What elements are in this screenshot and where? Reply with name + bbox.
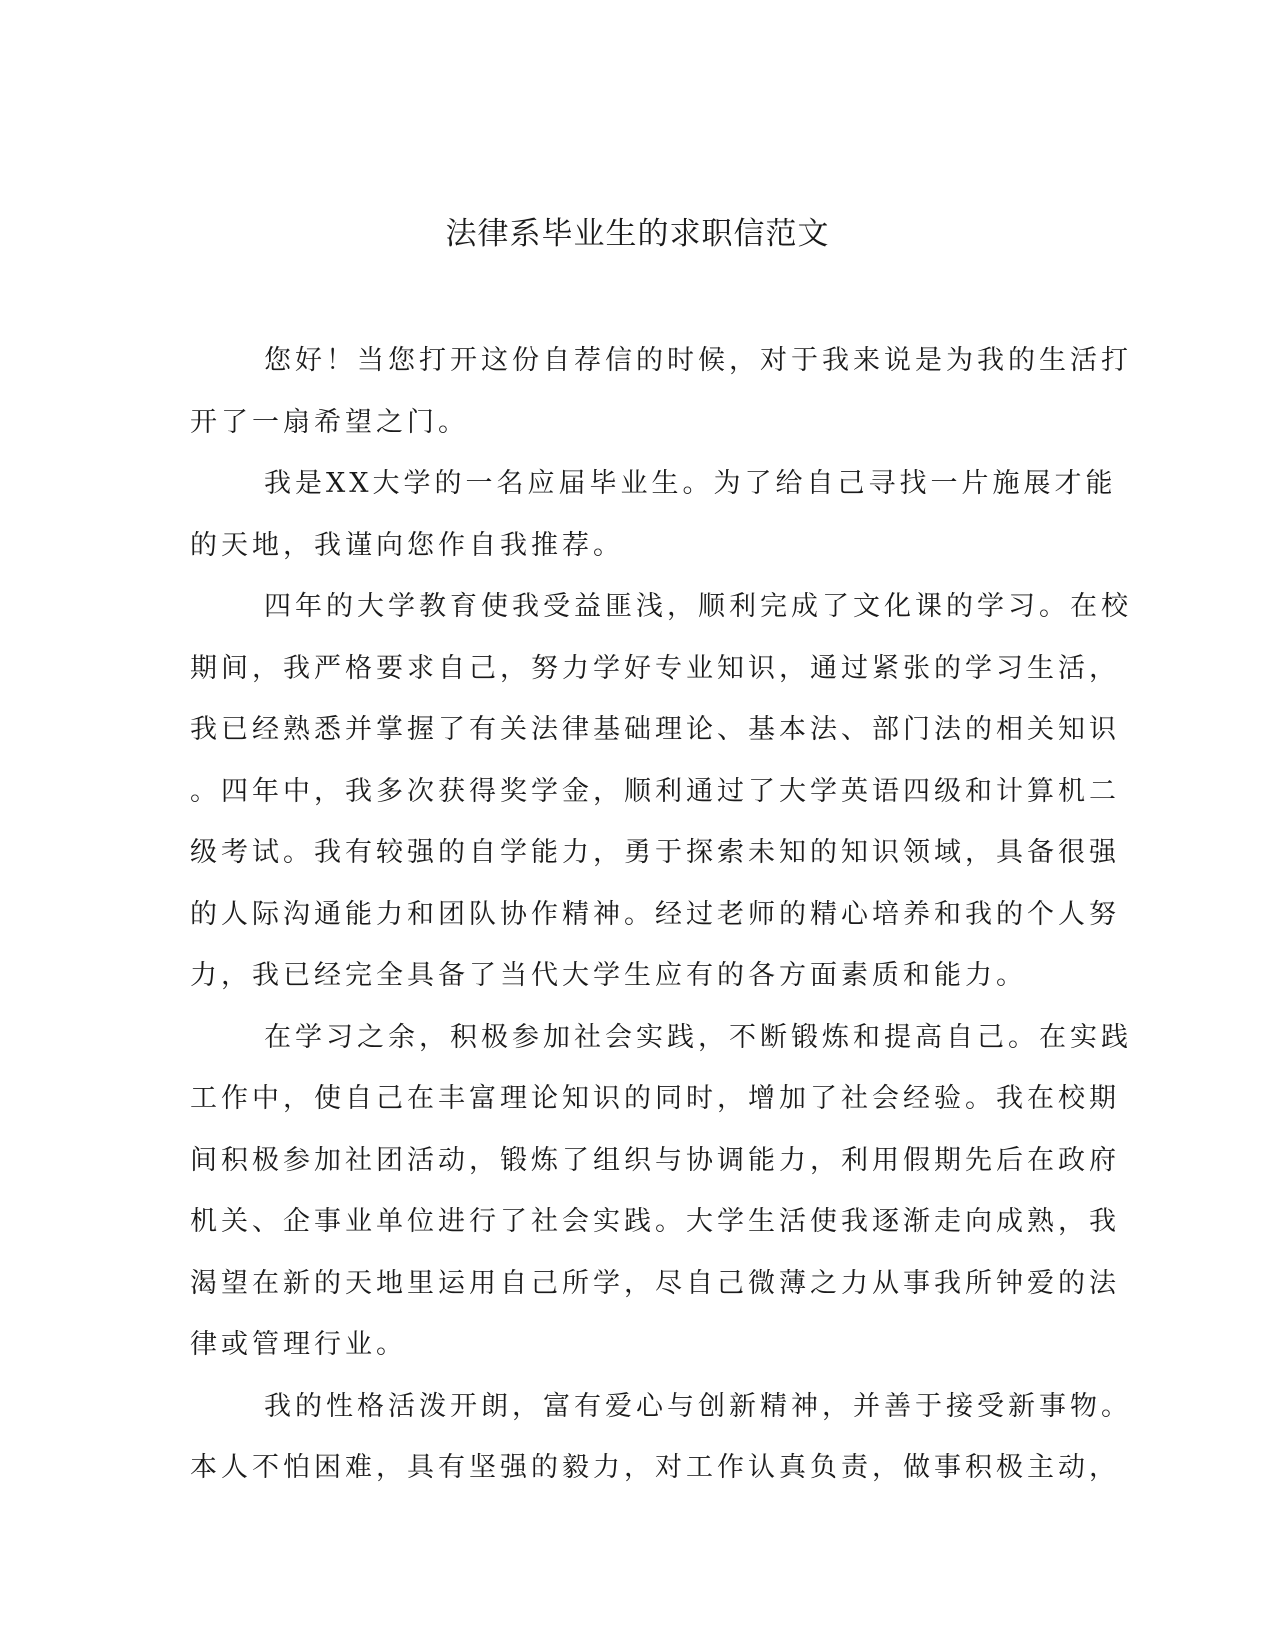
paragraph-introduction bbox=[190, 453, 1117, 576]
paragraph-line: 我是XX大学的一名应届毕业生。为了给自己寻找一片施展才能 bbox=[264, 468, 1117, 499]
paragraph-line: 我的性格活泼开朗，富有爱心与创新精神，并善于接受新事物。 bbox=[264, 1390, 1132, 1422]
paragraph-education bbox=[190, 576, 1132, 1007]
paragraph-line: 机关、企事业单位进行了社会实践。大学生活使我逐渐走向成熟，我 bbox=[190, 1206, 1120, 1237]
paragraph-line: 律或管理行业。 bbox=[190, 1329, 407, 1360]
paragraph-line: 级考试。我有较强的自学能力，勇于探索未知的知识领域，具备很强 bbox=[190, 837, 1120, 868]
paragraph-line: 。四年中，我多次获得奖学金，顺利通过了大学英语四级和计算机二 bbox=[190, 775, 1120, 807]
paragraph-line: 渴望在新的天地里运用自己所学，尽自己微薄之力从事我所钟爱的法 bbox=[190, 1267, 1120, 1299]
paragraph-line: 的天地，我谨向您作自我推荐。 bbox=[190, 529, 624, 561]
paragraph-line: 力，我已经完全具备了当代大学生应有的各方面素质和能力。 bbox=[190, 960, 1027, 991]
paragraph-greeting bbox=[190, 330, 1132, 453]
paragraph-line: 四年的大学教育使我受益匪浅，顺利完成了文化课的学习。在校 bbox=[264, 591, 1132, 622]
paragraph-line: 间积极参加社团活动，锻炼了组织与协调能力，利用假期先后在政府 bbox=[190, 1144, 1120, 1176]
paragraph-line: 的人际沟通能力和团队协作精神。经过老师的精心培养和我的个人努 bbox=[190, 898, 1120, 930]
paragraph-personality bbox=[190, 1376, 1132, 1499]
paragraph-line: 本人不怕困难，具有坚强的毅力，对工作认真负责，做事积极主动， bbox=[190, 1452, 1120, 1483]
paragraph-line: 我已经熟悉并掌握了有关法律基础理论、基本法、部门法的相关知识 bbox=[190, 714, 1120, 745]
paragraph-practice bbox=[190, 1007, 1132, 1376]
document-title: 法律系毕业生的求职信范文 bbox=[445, 216, 830, 252]
paragraph-line: 在学习之余，积极参加社会实践，不断锻炼和提高自己。在实践 bbox=[264, 1021, 1132, 1053]
paragraph-line: 您好！当您打开这份自荐信的时候，对于我来说是为我的生活打 bbox=[264, 345, 1132, 376]
paragraph-line: 期间，我严格要求自己，努力学好专业知识，通过紧张的学习生活， bbox=[190, 652, 1120, 684]
paragraph-line: 工作中，使自己在丰富理论知识的同时，增加了社会经验。我在校期 bbox=[190, 1083, 1120, 1114]
document-body bbox=[190, 330, 1132, 1499]
paragraph-line: 开了一扇希望之门。 bbox=[190, 406, 469, 438]
